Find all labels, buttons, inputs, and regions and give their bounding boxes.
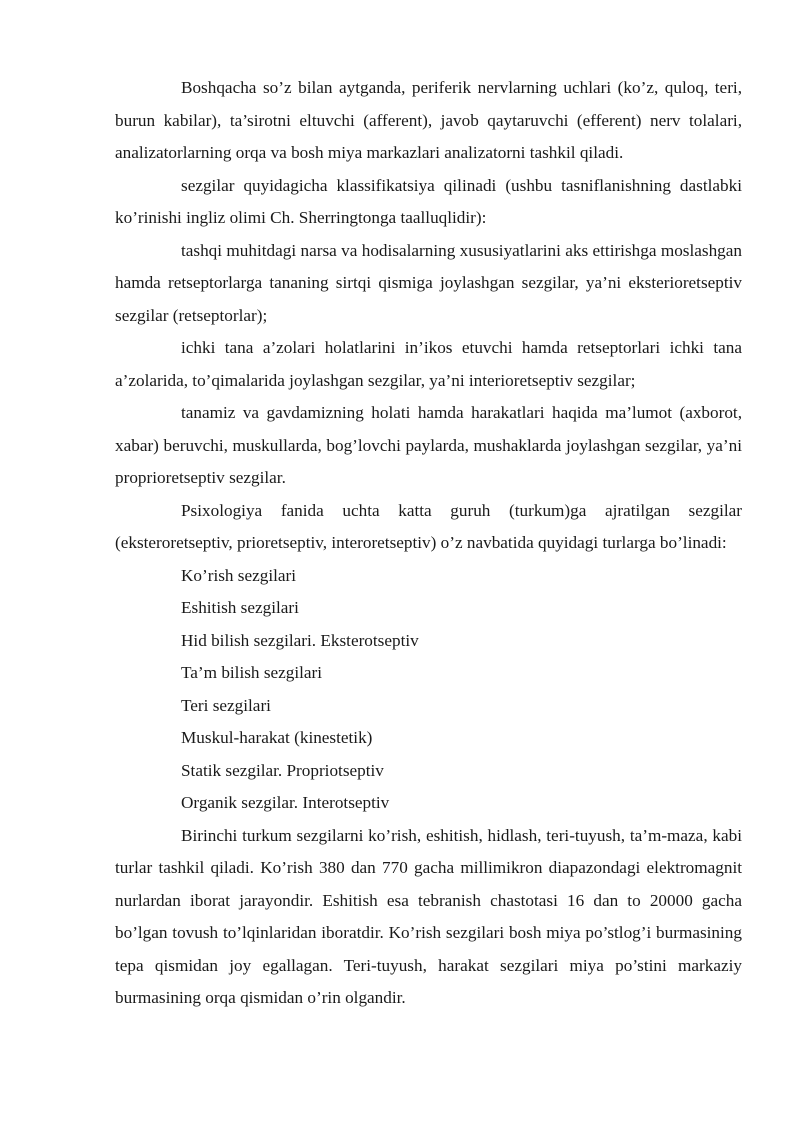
list-item: Muskul-harakat (kinestetik) <box>181 728 373 747</box>
paragraph-first-group: Birinchi turkum sezgilarni ko’rish, eshitish, hidlash, teri-tuyush, ta’m-maza, kabi turlar tashkil qiladi. Ko’rish 380 dan 770 gacha millimikron diapazondagi elektromagnit nurlardan iborat jarayondir. Eshitish esa tebranish chastotasi 16 dan to 20000 gacha bo’lgan tovush to’lqinlaridan iboratdir. Ko’rish sezgilari bosh miya po’stlog’i burmasining tepa qismidan joy egallagan. Teri-tuyush, harakat sezgilari miya po’stini markaziy burmasining orqa qismidan o’rin olgandir. <box>115 825 742 1007</box>
paragraph-analyzer: Boshqacha so’z bilan aytganda, periferik nervlarning uchlari (ko’z, quloq, teri, burun kabilar), ta’sirotni eltuvchi (afferent), javob qaytaruvchi (efferent) nerv tolalari, analizatorlarning orqa va bosh miya markazlari analizatorni tashkil qiladi. <box>115 78 742 162</box>
paragraph-exteroceptive: tashqi muhitdagi narsa va hodisalarning xususiyatlarini aks ettirishga moslashgan hamda retseptorlarga tananing sirtqi qismiga joylashgan sezgilar, ya’ni eksterioretseptiv sezgilar (retseptorlar); <box>115 240 742 325</box>
list-item: Organik sezgilar. Interotseptiv <box>181 793 390 812</box>
list-item: Teri sezgilari <box>181 695 271 715</box>
list-item: Hid bilish sezgilari. Eksterotseptiv <box>181 630 419 650</box>
list-item: Eshitish sezgilari <box>181 598 299 617</box>
paragraph-groups: Psixologiya fanida uchta katta guruh (turkum)ga ajratilgan sezgilar (eksteroretseptiv, prioretseptiv, interoretseptiv) o’z navbatida quyidagi turlarga bo’linadi: <box>115 500 742 552</box>
list-item: Statik sezgilar. Propriotseptiv <box>181 760 384 780</box>
paragraph-classification-intro: sezgilar quyidagicha klassifikatsiya qilinadi (ushbu tasniflanishning dastlabki ko’rinishi ingliz olimi Ch. Sherringtonga taalluqlidir): <box>115 175 742 227</box>
list-item: Ko’rish sezgilari <box>181 565 297 585</box>
paragraph-interoceptive: ichki tana a’zolari holatlarini in’ikos etuvchi hamda retseptorlari ichki tana a’zolarida, to’qimalarida joylashgan sezgilar, ya’ni interioretseptiv sezgilar; <box>115 338 742 390</box>
list-item: Ta’m bilish sezgilari <box>181 663 323 682</box>
document-page <box>115 72 742 1015</box>
paragraph-proprioceptive: tanamiz va gavdamizning holati hamda harakatlari haqida ma’lumot (axborot, xabar) beruvchi, muskullarda, bog’lovchi paylarda, mushaklarda joylashgan sezgilar, ya’ni proprioretseptiv sezgilar. <box>115 403 742 487</box>
sensation-types-list <box>115 560 742 820</box>
